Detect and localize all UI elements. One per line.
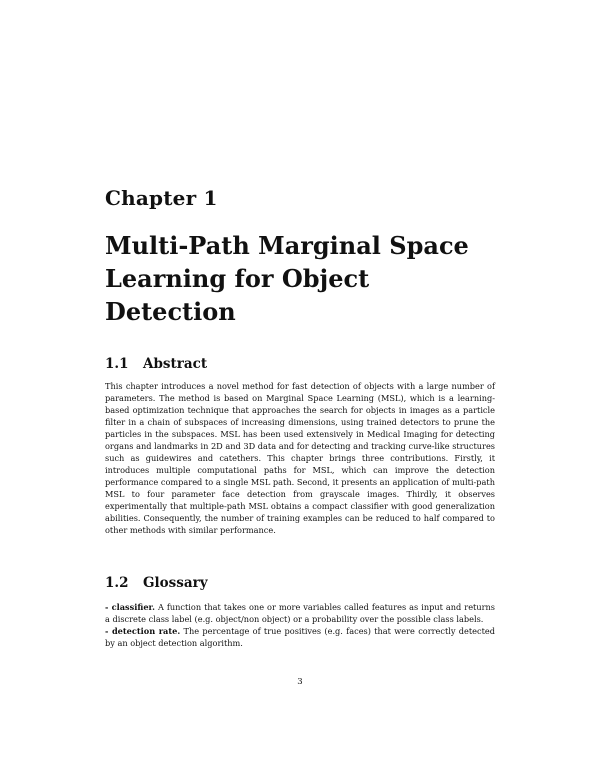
glossary-term: - detection rate. — [105, 626, 181, 636]
section-heading-glossary — [105, 575, 208, 591]
page-number: 3 — [297, 677, 303, 687]
section-number: 1.2 — [105, 575, 129, 591]
chapter-label: Chapter 1 — [105, 186, 218, 210]
section-number: 1.1 — [105, 356, 129, 372]
section-heading-abstract — [105, 356, 207, 372]
glossary-item — [105, 601, 495, 625]
abstract-paragraph: This chapter introduces a novel method for fast detection of objects with a large number of parameters. The method is based on Marginal Space Learning (MSL), which is a learning-based optimization technique that approaches the search for objects in images as a particle filter in a chain of subspaces of increasing dimensions, using trained detectors to prune the particles in the subspaces. MSL has been used extensively in Medical Imaging for detecting organs and landmarks in 2D and 3D data and for detecting and tracking curve-like structures such as guidewires and catethers. This chapter brings three contributions. Firstly, it introduces multiple computational paths for MSL, which can improve the detection performance compared to a single MSL path. Second, it presents an application of multi-path MSL to four parameter face detection from grayscale images. Thirdly, it observes experimentally that multiple-path MSL obtains a compact classifier with good generalization abilities. Consequently, the number of training examples can be reduced to half compared to other methods with similar performance. — [105, 381, 495, 535]
chapter-title: Multi-Path Marginal Space Learning for Object Detection — [105, 231, 469, 326]
section-title: Glossary — [143, 575, 208, 591]
glossary-term: - classifier. — [105, 602, 155, 612]
glossary-item — [105, 625, 495, 649]
glossary-definition: A function that takes one or more variables called features as input and returns a discrete class label (e.g. object/non object) or a probability over the possible class labels. — [105, 602, 495, 624]
glossary-list — [105, 601, 495, 649]
section-title: Abstract — [143, 356, 208, 372]
glossary-definition: The percentage of true positives (e.g. faces) that were correctly detected by an object detection algorithm. — [105, 626, 495, 648]
